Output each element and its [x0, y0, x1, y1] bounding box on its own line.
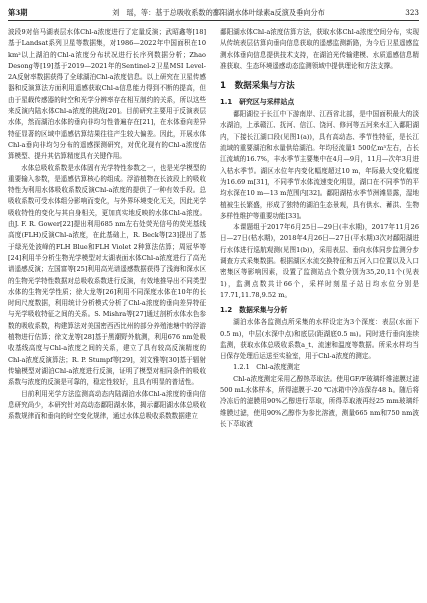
paragraph: 湖泊水体各监测点所采集的水样设定为3个深度：表层(水面下0.5 m)，中层(水深中点)和底层(距湖底0.5 m)。同时进行垂向连续监测，获取水体总吸收系数a_t、流速和温度等数据。所采水样均当日保存处理后运送至实验室，用于Chl-a浓度的测定。 — [220, 318, 419, 361]
subsection-heading: 1.2 数据采集与分析 — [220, 306, 288, 315]
running-header — [8, 6, 419, 21]
running-title: 刘 瑶，等：基于总吸收系数的鄱阳湖水体叶绿素a反演及垂向分布 — [112, 8, 325, 17]
left-column — [8, 27, 206, 422]
subsubsection-heading: 1.2.1 Chl-a浓度测定 — [233, 363, 300, 372]
right-column — [220, 27, 419, 430]
paragraph: 本课题组于2017年6月25日—29日(丰水期)，2017年11月26日—27日(枯水期)，2018年4月26日—27日(平水期)3次对鄱阳湖进行水体进行巡航观测(见图1(b))，采用表层、垂向水体同步监测分步调查方式采集数据。根据湖区水流交换特征和五河入口位置以及入口密集区等影响因素，设置了监测站点个数分别为35,20,11个(见表1)，监测点数共计66个，采样时刻星子站日均水位分别是17.71,11.78,9.52 m。 — [220, 223, 419, 299]
paragraph: 目前利用光学方法监测高动态内陆湖泊水体Chl-a浓度的垂向信息研究尚少，本研究针对高动态鄱阳湖水体，揭示鄱阳湖水体总吸收系数规律而和垂向的时空变化规律，通过水体总吸收系数数据建立 — [8, 389, 206, 421]
paragraph: 波段9对倍马湖表层水体Chl-a浓度进行了定量反演；武昭鑫等[18]基于Landsat系列卫星等数据集，对1986—2022年中国面积在10 km²以上湖泊的Chl-a浓度分布状况进行长序列数据分析；Zhao Desong等[19]基于2019—2021年的Sentinel-2卫星MSI Level-2A反射率数据获得了全球湖泊Chl-a浓度信息。以上研究在卫星传感器和反演算法方面利用遥感获取Chl-a信息能力得到不断的提高，但由于星载传感器的时空和光学分辨率存在相互制约的关系，所以这些来反演内陆水体Chl-a浓度的挑战[20]。目前研究主要用于反演表层水体，然而湖泊水体的垂向非均匀性普遍存在[21]，在水体垂向差异特征显著的区域中遥感估算结果往往产生较大偏差。因此，开展水体Chl-a垂向非均匀分布的遥感探测研究，对优化现有的Chl-a浓度估算模型、提升其估算精度具有关键作用。 — [8, 28, 206, 161]
section-heading: 1 数据采集与方法 — [220, 81, 295, 92]
paragraph: Chl-a浓度测定采用乙醇热萃取法。使用GF/F玻璃纤维滤膜过滤500 mL水体样本，所得滤膜于-20 ℃冰箱中冷冻保存48 h。随后将冷冻后的滤膜用90%乙醇进行萃取，所得萃取液再经25 mm玻璃纤维膜过滤，使用90%乙醇作为参比溶液，测量665 nm和750 nm波长下萃取液 — [220, 374, 419, 428]
paragraph: 鄱阳湖位于长江中下游南岸、江西省北部，是中国面积最大的淡水湖泊，上承赣江、抚河、信江、饶河、修河等五河来水汇入鄱阳湖内，下接长江湖口段(见图1(a))，具有高动态、季节性特征，是长江流域的重要湖泊和水量供给湖泊。年均径流量1 500亿m³左右，占长江流域的16.7%，丰水季节主要集中在4月—9月，11月—次年3月进入枯水季节。湖区水位年内变化幅度超过10 m，年际最大变化幅度为16.69 m[31]，不同季节水体流速变化明显，湖口在不同季节的平均水深在10 m—13 m范围内[32]。鄱阳湖枯水季节洲滩显露，湿地植被生长繁盛，形成了独特的湖泊生态景观，具有供水、蓄洪、生物多样性维护等重要功能[33]。 — [220, 110, 419, 220]
paragraph: 水体总吸收系数是水体固有光学特性参数之一，也是光学模型的重要输入参数，是遥感估算核心的组成。浮游植物在长波段上的吸收特性为利用水体吸收系数反演Chl-a浓度的提供了一种有效手段。总吸收系数可受水体组分影响而变化，与外界环境变化无关，因此光学吸收特性的变化与其自身相关，更加真实地反映的水体Chl-a浓度。由J. F. R. Gower[22]提出利用685 nm左右处荧光信号的荧光基线高度(FLH)反演Chl-a浓度，在此基础上，R. Beck等[23]提出了基于绿光处波峰的FLH Blue和FLH Violet 2种算法估算；周冠华等[24]利用半分析生物光学模型对太湖表面水体Chl-a浓度进行了高光谱遥感反演；左国富等[25]利用高光谱遥感数据获得了浅海和深水区的生物光学特性数据对总吸收系数进行反演，有效地推导出不同类型水体的生物光学性质；徐大龙等[26]利用不同深度水体在10年的长时间尺度数据，利用统计分析模式分析了Chl-a浓度的垂向差异特征与光学吸收特征之间的关系。S. Mishra等[27]通过剖析水体水色参数的吸收系数，构建算法对美国密西西比州的部分养殖池塘中的浮游植物进行估算；徐文龙等[28]基于黑潮野外航测，利用676 nm处吸收基线高度与Chl-a浓度之间的关系，建立了具有较高反演精度的Chl-a浓度反演算法；R. P. Stumpf等[29]，刘文雅等[30]基于辐射传输模型对湖泊Chl-a浓度进行反演，证明了模型对相同条件的吸收系数与浓度的反演是可靠的，稳定性较好，且具有明显的普适性。 — [8, 163, 206, 387]
subsection-heading: 1.1 研究区与采样站点 — [220, 98, 295, 107]
page-number: 323 — [405, 8, 419, 17]
paragraph: 鄱阳湖水体Chl-a浓度估算方法，获取水体Chl-a浓度空间分布，实现从传统表层估算向垂向信息获取的遥感监测新路，为今后卫星遥感监测水体垂向信息提供技术支持，在湖泊光传输建模、水质遥感信息精准获取、生态环境遥感动态监测领域中提供理论和方法支撑。 — [220, 28, 419, 70]
issue-label: 第3期 — [8, 8, 28, 17]
